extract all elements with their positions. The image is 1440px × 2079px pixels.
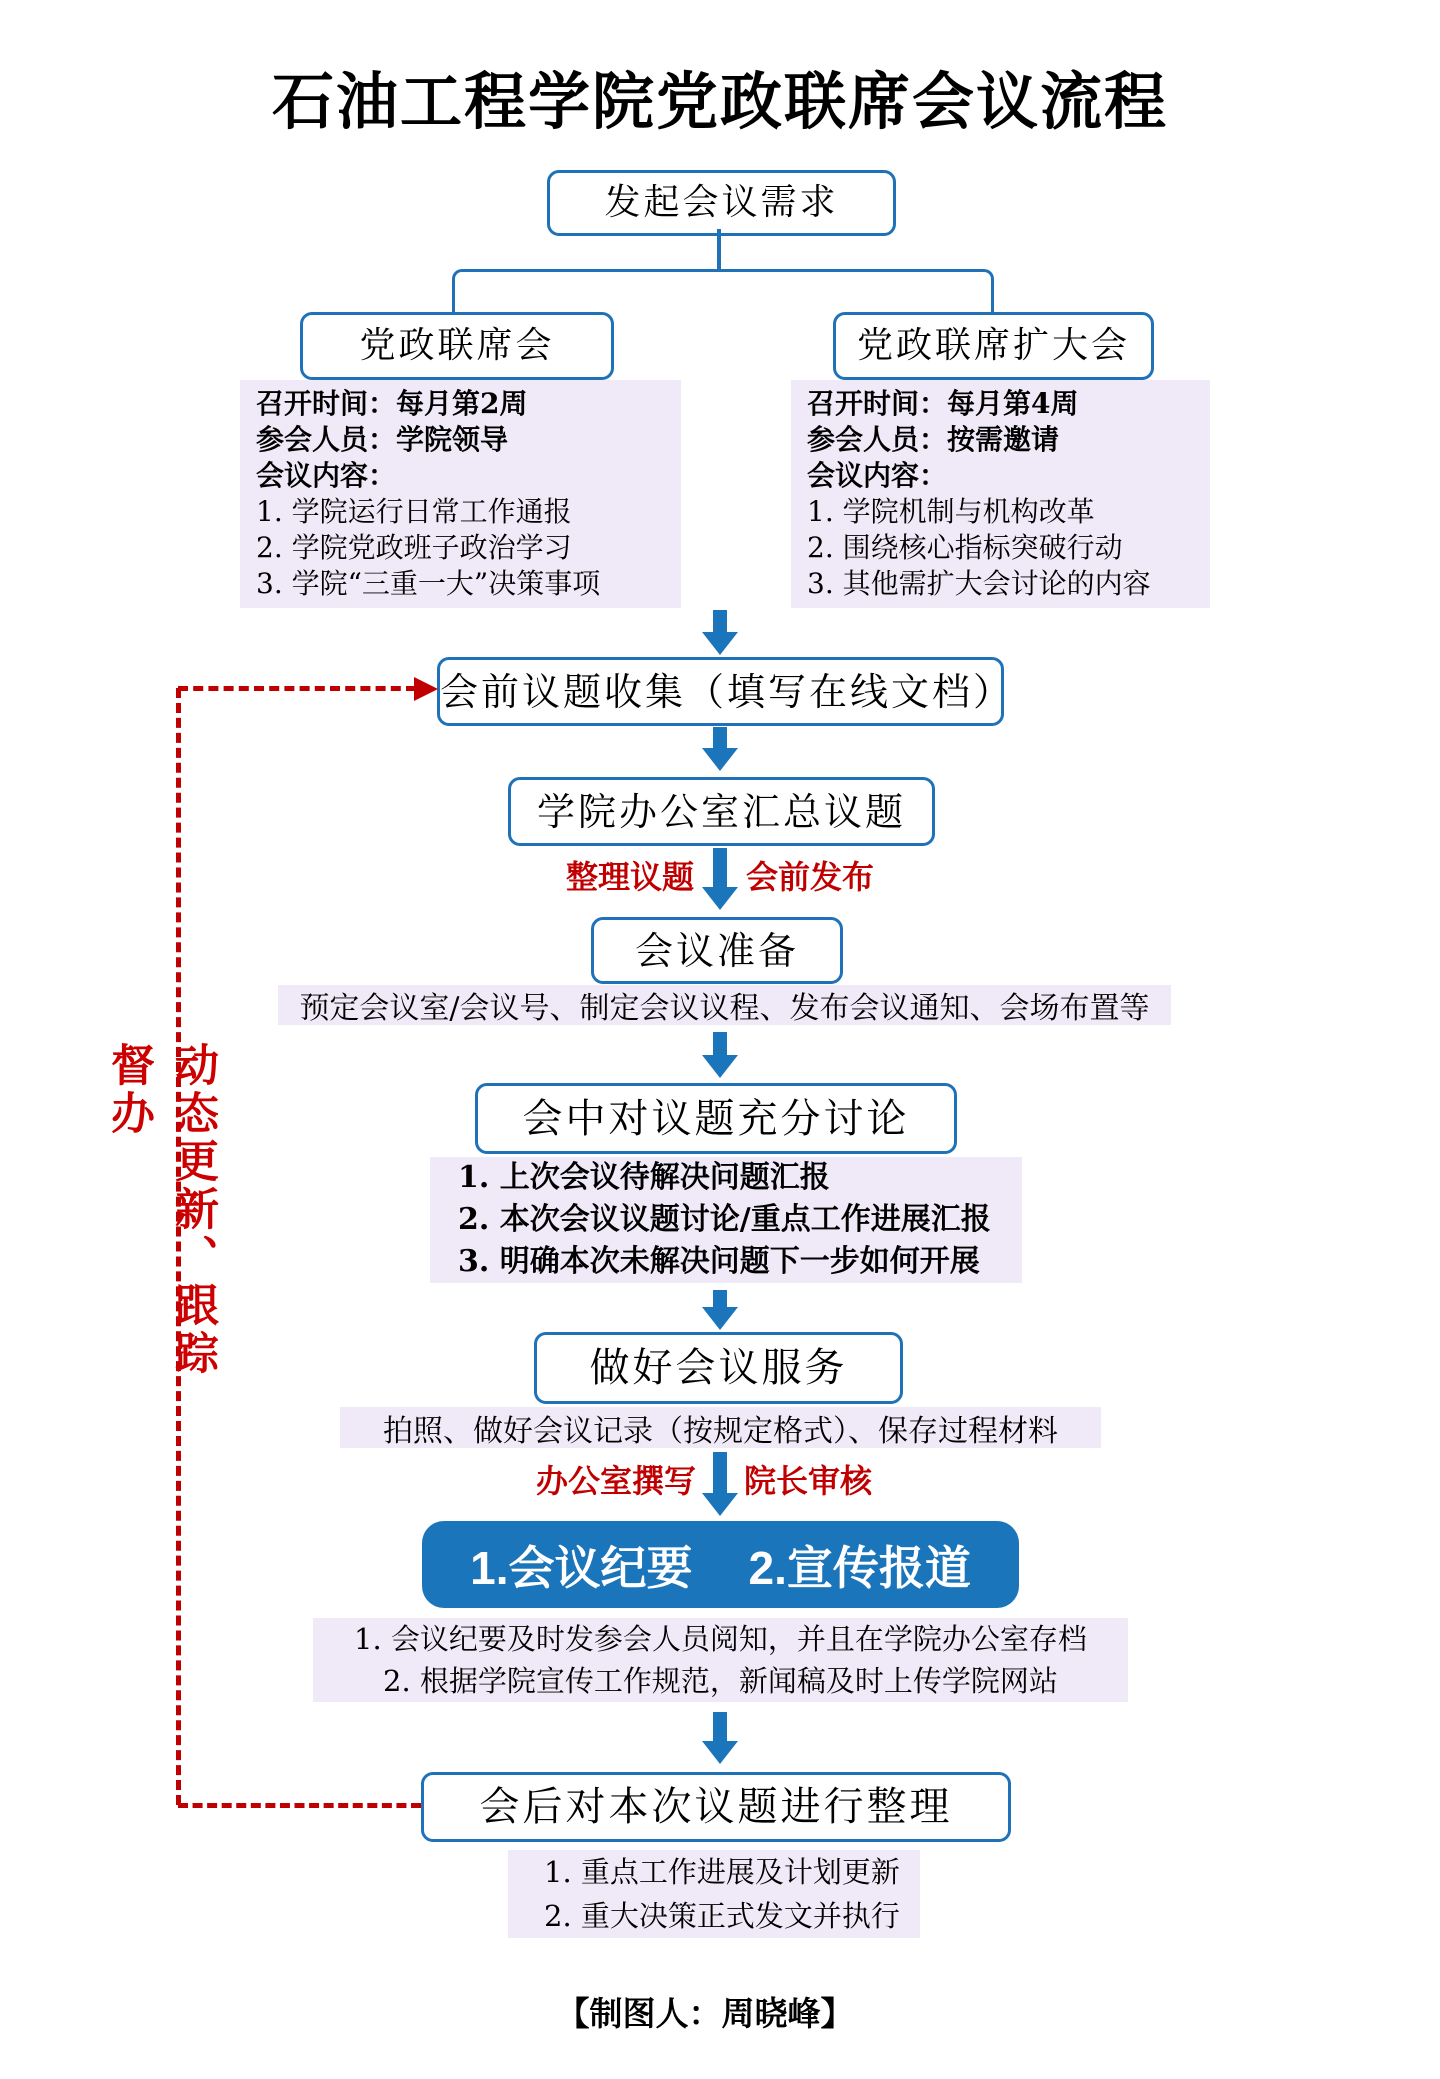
node-prepare: 会议准备 [591,917,843,984]
down-arrow-icon [702,1290,738,1330]
node-service: 做好会议服务 [534,1332,903,1404]
list-item: 1. 重点工作进展及计划更新 [544,1855,900,1889]
credit-line: 【制图人：周晓峰】 [556,1995,854,2032]
list-item: 2. 本次会议议题讨论/重点工作进展汇报 [458,1202,991,1237]
down-arrow-icon [702,1452,738,1516]
list-item: 3. 明确本次未解决问题下一步如何开展 [458,1244,980,1279]
meeting-time: 召开时间：每月第4周 [807,387,1079,420]
meeting-attendees: 参会人员：学院领导 [256,423,509,456]
feedback-arrowhead-icon [414,677,438,701]
down-arrow-icon [702,848,738,910]
node-summarize-topics: 学院办公室汇总议题 [508,777,935,846]
list-item: 2. 重大决策正式发文并执行 [544,1899,900,1933]
service-note: 拍照、做好会议记录（按规定格式）、保存过程材料 [340,1407,1101,1448]
node-wrapup: 会后对本次议题进行整理 [421,1772,1011,1842]
list-item: 1. 上次会议待解决问题汇报 [458,1160,830,1195]
meeting-attendees: 参会人员：按需邀请 [807,423,1060,456]
connector-stem [717,229,721,271]
panel-expanded-meeting-info [791,380,1210,608]
side-note-vertical: 动态更新、跟踪督办 [104,1042,217,1378]
list-item: 1. 学院机制与机构改革 [807,495,1095,528]
panel-discuss-items [430,1157,1022,1283]
arrow-label-organize: 整理议题 [565,859,694,895]
list-item: 3. 学院“三重一大”决策事项 [256,567,601,600]
node-start: 发起会议需求 [547,170,896,236]
down-arrow-icon [702,1712,738,1764]
list-item: 2. 学院党政班子政治学习 [256,531,572,564]
down-arrow-icon [702,610,738,655]
list-item: 2. 围绕核心指标突破行动 [807,531,1123,564]
node-expanded-meeting: 党政联席扩大会 [833,312,1154,380]
node-collect-topics: 会前议题收集（填写在线文档） [437,657,1004,726]
output-label-publicity: 2.宣传报道 [748,1541,971,1594]
prepare-note: 预定会议室/会议号、制定会议议程、发布会议通知、会场布置等 [278,985,1171,1025]
feedback-loop-top-line [178,686,416,691]
down-arrow-icon [702,1032,738,1078]
branch-connector [452,269,994,316]
arrow-label-office-writes: 办公室撰写 [535,1463,696,1499]
list-item: 2. 根据学院宣传工作规范，新闻稿及时上传学院网站 [383,1664,1058,1698]
arrow-label-dean-reviews: 院长审核 [744,1463,873,1499]
node-joint-meeting: 党政联席会 [300,312,614,380]
list-item: 1. 学院运行日常工作通报 [256,495,572,528]
list-item: 3. 其他需扩大会讨论的内容 [807,567,1151,600]
node-discuss: 会中对议题充分讨论 [475,1083,957,1154]
list-item: 1. 会议纪要及时发参会人员阅知，并且在学院办公室存档 [354,1622,1087,1656]
panel-wrapup-items [508,1850,920,1938]
output-label-minutes: 1.会议纪要 [470,1541,693,1594]
node-output [422,1521,1019,1608]
meeting-content-label: 会议内容： [256,459,397,492]
feedback-loop-bottom-line [178,1803,421,1808]
page-title: 石油工程学院党政联席会议流程 [271,68,1168,137]
meeting-content-label: 会议内容： [807,459,948,492]
panel-output-items [313,1618,1128,1702]
meeting-time: 召开时间：每月第2周 [256,387,528,420]
arrow-label-publish: 会前发布 [746,859,875,895]
panel-joint-meeting-info [240,380,681,608]
down-arrow-icon [702,727,738,771]
